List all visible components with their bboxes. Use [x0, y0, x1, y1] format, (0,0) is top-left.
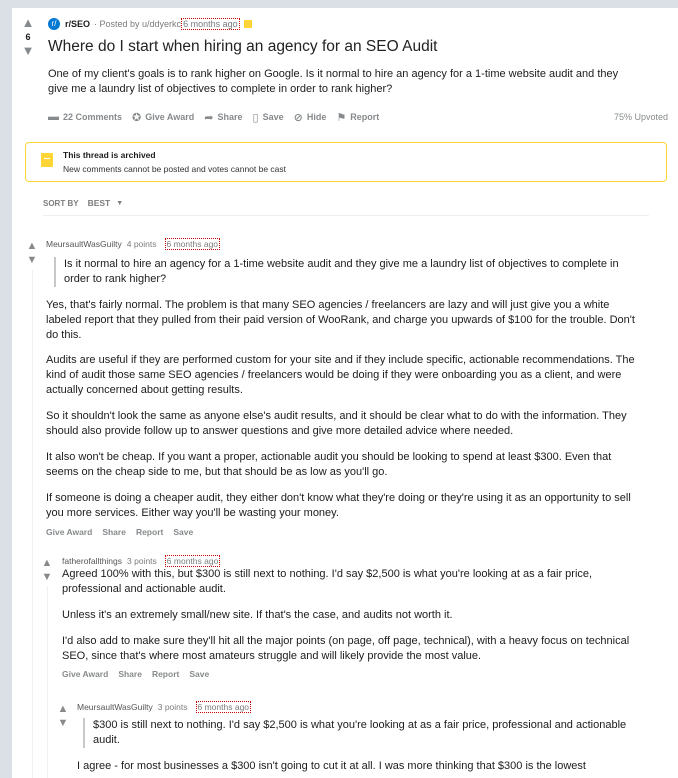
comment-paragraph: Yes, that's fairly normal. The problem is that many SEO agencies / freelancers are lazy and will just give you a white labeled report that they pulled from their paid version of WooRank, and charge you upwards of $100 for the trouble. Don't do this. [46, 299, 635, 341]
report-button[interactable]: Report [135, 527, 164, 537]
comment-actions [62, 669, 642, 679]
comment-meta [77, 701, 645, 713]
post-timestamp[interactable]: 6 months ago [183, 19, 238, 29]
post-actions [48, 109, 668, 125]
share-button[interactable]: Share [102, 527, 126, 537]
comment-points: 3 points [127, 556, 157, 566]
comment-icon: ▬ [48, 111, 59, 123]
comment [62, 555, 642, 679]
comment-paragraph: It also won't be cheap. If you want a proper, actionable audit you should be looking to spend at least $300. Even that seems on the cheap side to me, but that should be as low as you'll go. [46, 451, 612, 478]
give-award-button[interactable]: Give Award [46, 527, 93, 537]
comment-paragraph: I'd also add to make sure they'll hit all the major points (on page, off page, technical), with a heavy focus on technical SEO, since that's where most amateurs struggle and will likely provide the most value. [62, 635, 630, 662]
bookmark-icon: ▯ [252, 111, 259, 124]
comment-author[interactable]: MeursaultWasGuilty [46, 239, 122, 249]
comment-timestamp[interactable]: 6 months ago [166, 239, 219, 249]
comment-author[interactable]: fatherofallthings [62, 556, 123, 566]
comments-label: 22 Comments [63, 112, 123, 122]
upvote-icon[interactable]: ▲ [57, 703, 69, 715]
comment-quote: $300 is still next to nothing. I'd say $2,500 is what you're looking at as a fair price, professional and actionable audit. [83, 718, 645, 748]
divider [43, 215, 649, 216]
save-button[interactable]: Save [189, 669, 210, 679]
downvote-icon[interactable]: ▼ [57, 717, 69, 729]
thread-line[interactable] [32, 270, 33, 778]
posted-by[interactable]: · Posted by u/ddyerkc [94, 19, 182, 29]
comment-timestamp[interactable]: 6 months ago [197, 702, 250, 712]
upvote-icon[interactable]: ▲ [26, 240, 38, 252]
comment-author[interactable]: MeursaultWasGuilty [77, 702, 153, 712]
share-label: Share [217, 112, 243, 122]
report-button[interactable] [336, 111, 379, 124]
post-body: One of my client's goals is to rank higher on Google. Is it normal to hire an agency for a 1-time website audit and they give me a laundry list of objectives to complete in order to rank higher? [48, 68, 619, 95]
subreddit-icon[interactable]: r/ [48, 18, 60, 30]
post-title[interactable]: Where do I start when hiring an agency for an SEO Audit [48, 38, 438, 55]
award-icon: ✪ [132, 111, 142, 124]
save-button[interactable]: Save [173, 527, 194, 537]
save-button[interactable] [253, 111, 284, 124]
comment-paragraph: I agree - for most businesses a $300 isn't going to cut it at all. I was more thinking that $300 is the lowest [77, 760, 586, 772]
upvote-ratio: 75% Upvoted [613, 112, 668, 122]
comment-quote: Is it normal to hire an agency for a 1-time website audit and they give me a laundry list of objectives to complete in order to rank higher? [54, 257, 646, 287]
comment-meta [62, 555, 642, 567]
share-button[interactable] [204, 111, 242, 124]
archive-badge-icon [244, 20, 252, 28]
comments-button[interactable] [48, 111, 122, 123]
sort-control[interactable] [43, 198, 123, 208]
give-award-button[interactable]: Give Award [62, 669, 109, 679]
share-icon: ➦ [204, 111, 214, 124]
comment [46, 238, 646, 537]
hide-button[interactable] [294, 111, 327, 124]
upvote-icon[interactable]: ▲ [41, 557, 53, 569]
report-label: Report [350, 112, 380, 122]
comment-timestamp[interactable]: 6 months ago [166, 556, 219, 566]
comment-actions [46, 527, 646, 537]
give-award-button[interactable] [132, 111, 194, 124]
post-vote-count: 6 [25, 32, 31, 42]
post [48, 8, 668, 125]
comment-points: 3 points [157, 702, 188, 712]
sort-value[interactable]: BEST [87, 198, 111, 208]
hide-icon: ⊘ [293, 111, 303, 124]
downvote-icon[interactable]: ▼ [26, 254, 38, 266]
sort-label: SORT BY [43, 198, 79, 208]
comment-paragraph: So it shouldn't look the same as anyone else's audit results, and it should be clear what to do with the information. They should also provide follow up to answer questions and give more detailed advice where needed. [46, 410, 627, 437]
comment-points: 4 points [126, 239, 157, 249]
share-button[interactable]: Share [118, 669, 142, 679]
reddit-page [12, 8, 678, 778]
report-button[interactable]: Report [151, 669, 180, 679]
comment-vote [40, 556, 54, 584]
downvote-icon[interactable]: ▼ [21, 43, 35, 58]
comment [77, 701, 645, 774]
archive-icon [41, 153, 53, 167]
chevron-down-icon[interactable]: ▼ [116, 199, 124, 207]
flag-icon: ⚑ [336, 111, 347, 124]
thread-line[interactable] [47, 586, 48, 778]
give-award-label: Give Award [145, 112, 195, 122]
downvote-icon[interactable]: ▼ [41, 571, 53, 583]
comment-vote [56, 702, 70, 730]
upvote-icon[interactable]: ▲ [21, 15, 35, 30]
save-label: Save [262, 112, 284, 122]
comment-paragraph: Unless it's an extremely small/new site. If that's the case, and audits not worth it. [62, 609, 453, 621]
comment-vote [25, 239, 39, 267]
comment-meta [46, 238, 646, 250]
post-meta [48, 17, 668, 31]
archived-title: This thread is archived [63, 150, 156, 160]
post-vote-column [12, 16, 44, 58]
comment-paragraph: Audits are useful if they are performed custom for your site and if they include specific, actionable recommendations. The kind of audit those same SEO agencies / freelancers would be doing if they were onboarding you as a client, and were actually concerned about getting results. [46, 354, 635, 396]
hide-label: Hide [306, 112, 327, 122]
comment-paragraph: If someone is doing a cheaper audit, they either don't know what they're doing or they're using it as an opportunity to sell you more services. Either way you'll be wasting your money. [46, 492, 631, 519]
archived-subtitle: New comments cannot be posted and votes cannot be cast [63, 164, 287, 174]
archived-banner [25, 142, 667, 182]
comment-paragraph: Agreed 100% with this, but $300 is still next to nothing. I'd say $2,500 is what you're looking at as a fair price, professional and actionable audit. [62, 568, 593, 595]
subreddit-link[interactable]: r/SEO [65, 19, 91, 29]
